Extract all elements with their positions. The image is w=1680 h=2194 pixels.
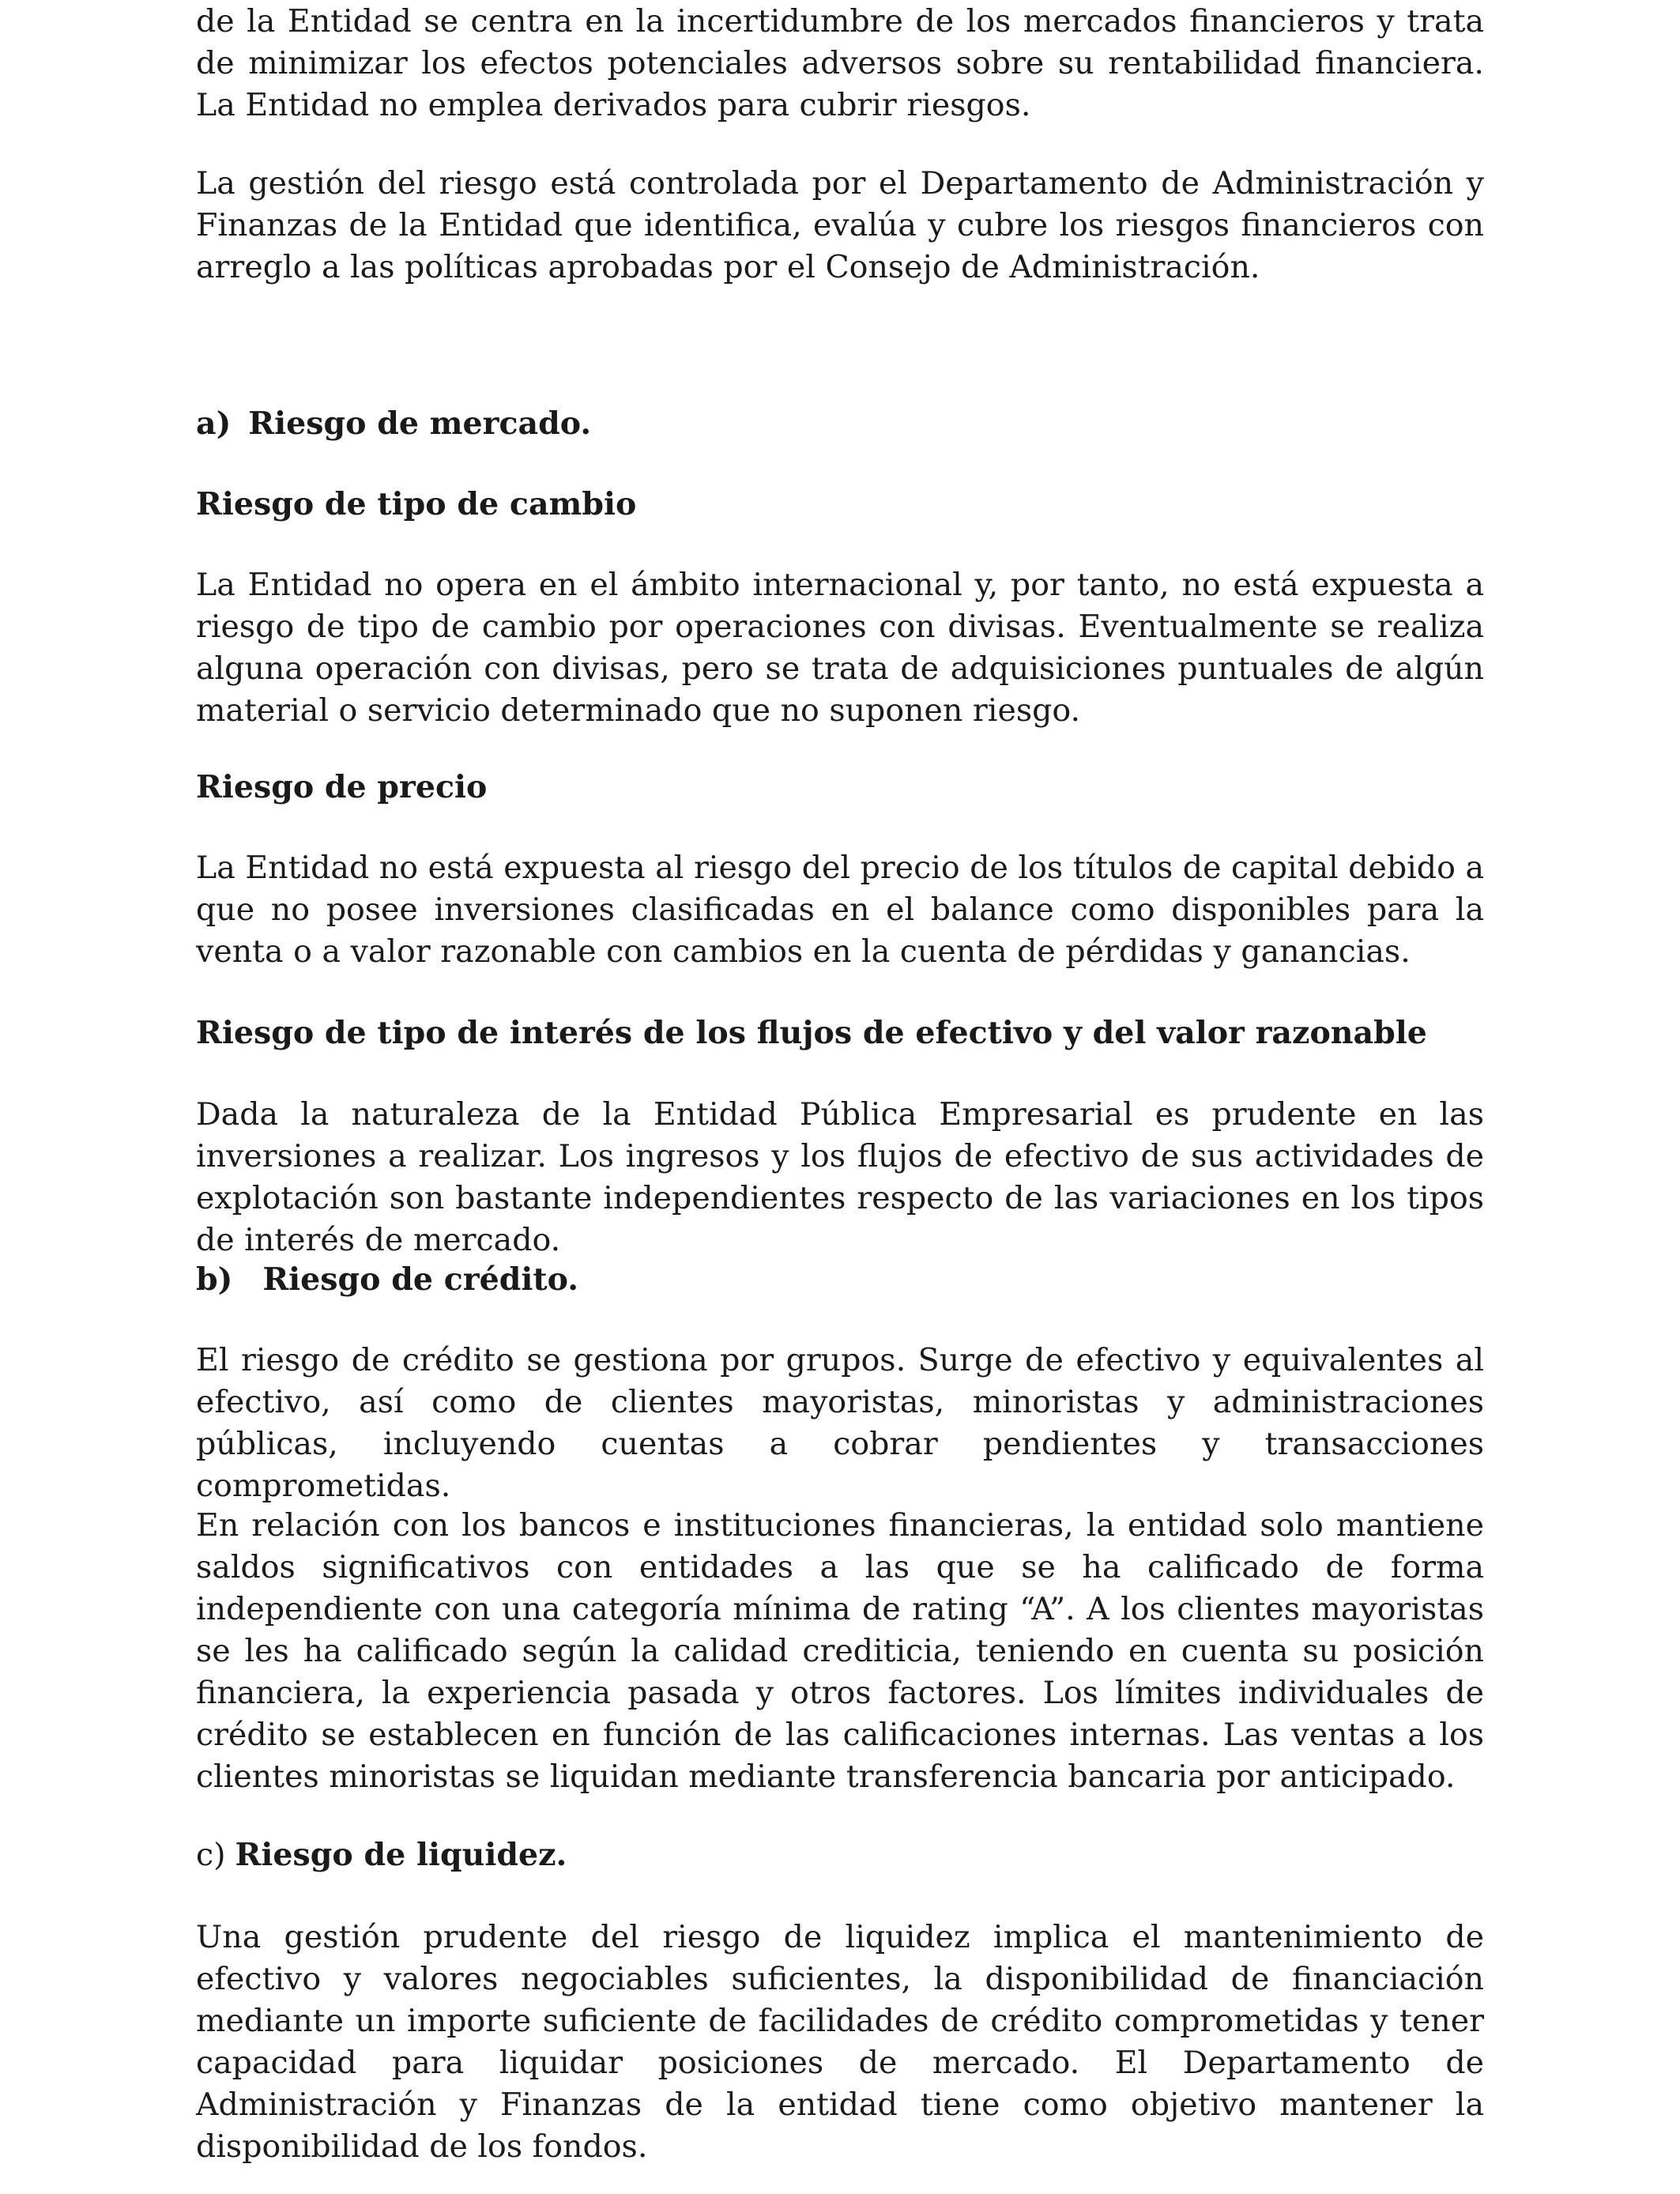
heading-market-risk (196, 403, 1484, 445)
heading-letter: a) (196, 405, 232, 442)
heading-title: Riesgo de mercado. (248, 405, 592, 442)
heading-letter: c) (196, 1837, 226, 1873)
heading-credit-risk (196, 1259, 1484, 1301)
paragraph-exchange-rate: La Entidad no opera en el ámbito internacional y, por tanto, no está expuesta a riesgo de tipo de cambio por operaciones con divisas. Eventualmente se realiza alguna operación con divisas, pero se trata de adquisiciones puntuales de algún material o servicio determinado que no suponen riesgo. (196, 567, 1484, 729)
paragraph-liquidity-risk: Una gestión prudente del riesgo de liquidez implica el mantenimiento de efectivo y valores negociables suficientes, la disponibilidad de financiación mediante un importe suficiente de facilidades de crédito comprometidas y tener capacidad para liquidar posiciones de mercado. El Departamento de Administración y Finanzas de la entidad tiene como objetivo mantener la disponibilidad de los fondos. (196, 1919, 1484, 2165)
heading-liquidity-risk (196, 1834, 1484, 1876)
paragraph-price-risk: La Entidad no está expuesta al riesgo del precio de los títulos de capital debido a que no posee inversiones clasificadas en el balance como disponibles para la venta o a valor razonable con cambios en la cuenta de pérdidas y ganancias. (196, 850, 1484, 970)
heading-exchange-rate-risk: Riesgo de tipo de cambio (196, 486, 637, 522)
paragraph-interest-rate: Dada la naturaleza de la Entidad Pública Empresarial es prudente en las inversiones a realizar. Los ingresos y los flujos de efectivo de sus actividades de explotación son bastante independientes respecto de las variaciones en los tipos de interés de mercado. (196, 1096, 1484, 1258)
heading-title: Riesgo de crédito. (262, 1261, 578, 1298)
heading-title: Riesgo de liquidez. (235, 1837, 567, 1873)
heading-interest-rate-risk: Riesgo de tipo de interés de los flujos de efectivo y del valor razonable (196, 1015, 1427, 1051)
paragraph-risk-management: La gestión del riesgo está controlada por el Departamento de Administración y Finanzas de la Entidad que identifica, evalúa y cubre los riesgos financieros con arreglo a las políticas aprobadas por el Consejo de Administración. (196, 165, 1484, 285)
paragraph-credit-risk-groups: El riesgo de crédito se gestiona por grupos. Surge de efectivo y equivalentes al efectivo, así como de clientes mayoristas, minoristas y administraciones públicas, incluyendo cuentas a cobrar pendientes y transacciones comprometidas. (196, 1342, 1484, 1504)
paragraph-risk-intro: de la Entidad se centra en la incertidumbre de los mercados financieros y trata de minimizar los efectos potenciales adversos sobre su rentabilidad financiera. La Entidad no emplea derivados para cubrir riesgos. (196, 3, 1484, 123)
heading-letter: b) (196, 1261, 233, 1298)
heading-price-risk: Riesgo de precio (196, 769, 488, 805)
paragraph-credit-risk-banks: En relación con los bancos e instituciones financieras, la entidad solo mantiene saldos significativos con entidades a las que se ha calificado de forma independiente con una categoría mínima de rating “A”. A los clientes mayoristas se les ha calificado según la calidad crediticia, teniendo en cuenta su posición financiera, la experiencia pasada y otros factores. Los límites individuales de crédito se establecen en función de las calificaciones internas. Las ventas a los clientes minoristas se liquidan mediante transferencia bancaria por anticipado. (196, 1507, 1484, 1795)
